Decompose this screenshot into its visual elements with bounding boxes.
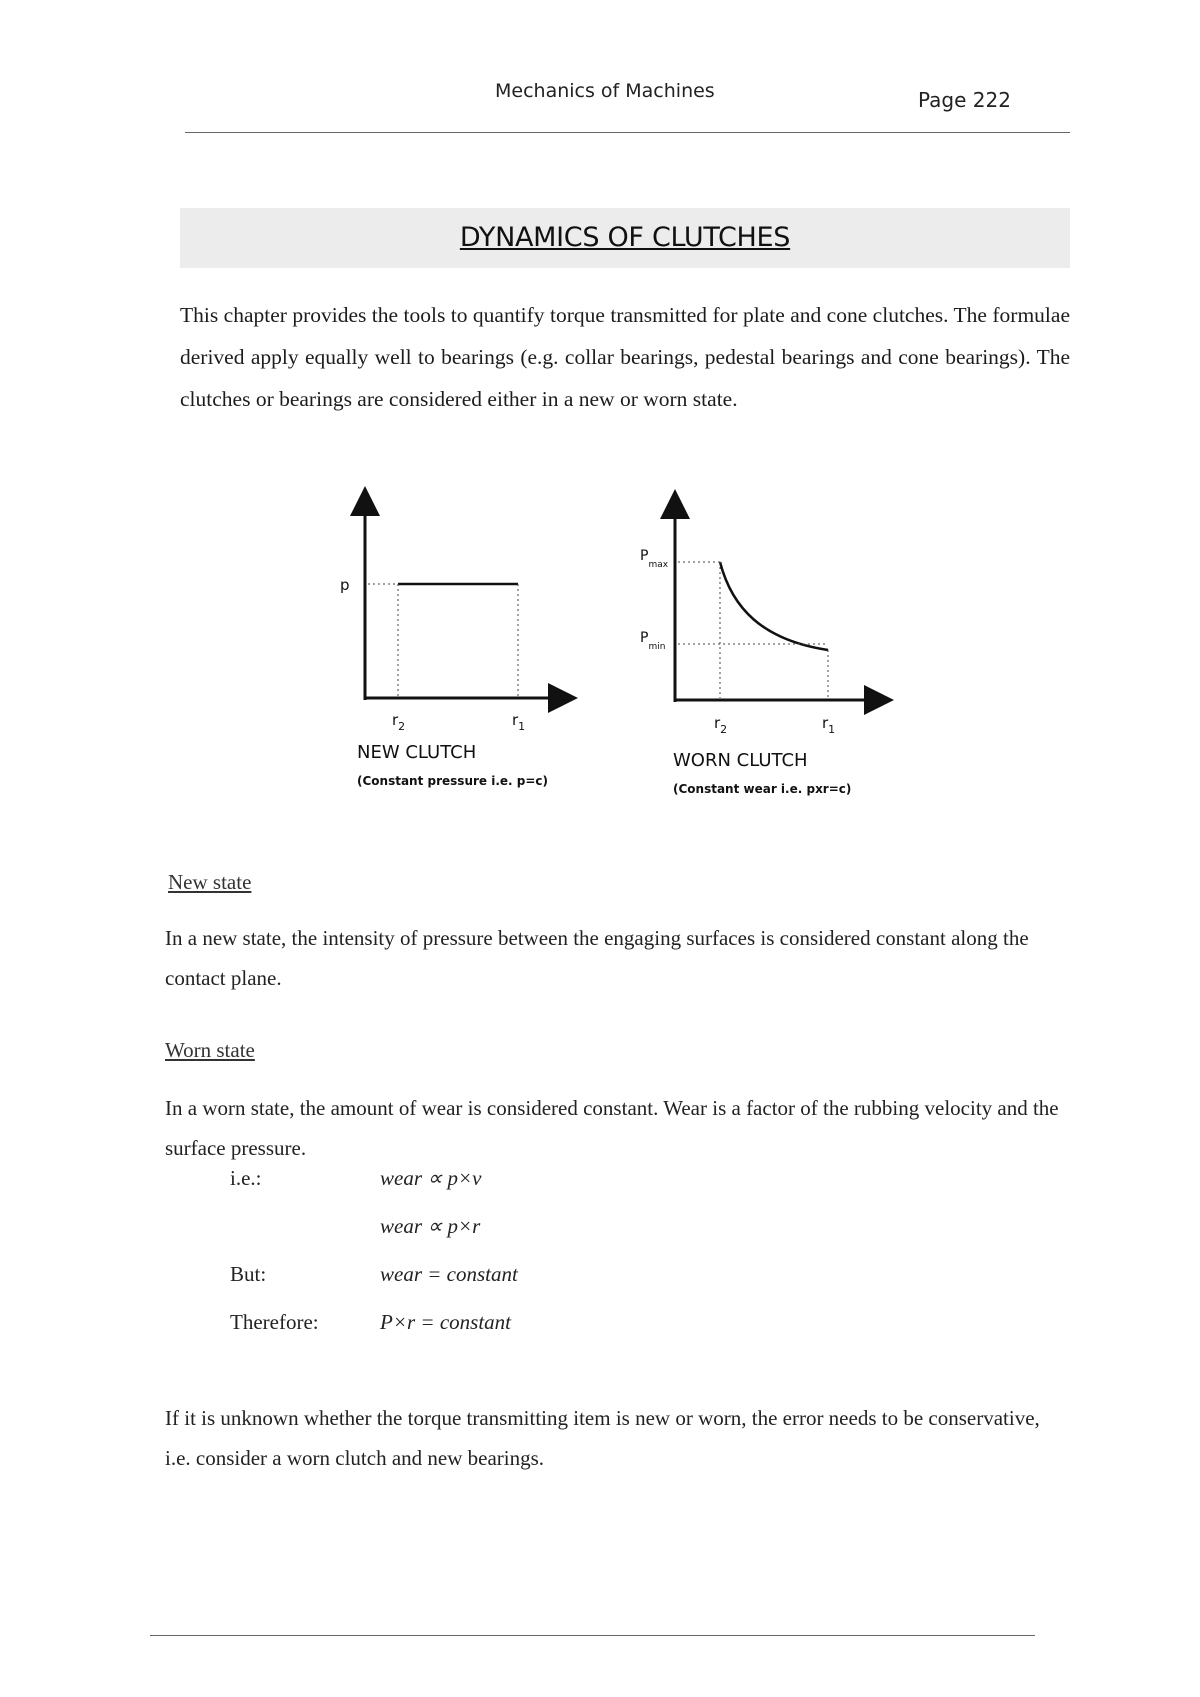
pmax-label: $P_{max}$ xyxy=(640,548,669,570)
new-state-heading: New state xyxy=(168,870,252,894)
book-title: Mechanics of Machines xyxy=(495,80,715,102)
worn-clutch-subcaption: (Constant wear i.e. pxr=c) xyxy=(673,782,852,796)
new-state-text: In a new state, the intensity of pressure between the engaging surfaces is considered constant along the contact plane. xyxy=(165,926,1029,990)
worn-clutch-figure xyxy=(640,480,900,796)
new-clutch-caption: NEW CLUTCH xyxy=(357,742,477,763)
page-number: Page 222 xyxy=(918,88,1011,112)
worn-state-heading: Worn state xyxy=(165,1038,255,1062)
r2-label: $r_2$ xyxy=(392,711,406,733)
worn-state-text: In a worn state, the amount of wear is considered constant. Wear is a factor of the rubbing velocity and the surface pressure. xyxy=(165,1096,1059,1160)
equation-label: i.e.: xyxy=(230,1166,262,1190)
r2-label: $r_2$ xyxy=(714,714,728,736)
worn-clutch-caption: WORN CLUTCH xyxy=(673,750,808,771)
r1-label: $r_1$ xyxy=(512,711,526,733)
new-clutch-graph xyxy=(330,480,590,740)
equation-label: Therefore: xyxy=(230,1310,319,1334)
new-clutch-figure xyxy=(330,480,590,788)
equation-expr: wear ∝ p×v xyxy=(380,1166,482,1190)
equation-expr: P×r = constant xyxy=(380,1310,512,1334)
worn-clutch-graph xyxy=(640,480,900,740)
equation-expr: wear = constant xyxy=(380,1262,518,1286)
pmin-label: $P_{min}$ xyxy=(640,630,666,652)
new-clutch-subcaption: (Constant pressure i.e. p=c) xyxy=(357,774,549,788)
intro-paragraph: This chapter provides the tools to quantify torque transmitted for plate and cone clutches. The formulae derived apply equally well to bearings (e.g. collar bearings, pedestal bearings and cone bearings). The clutches or bearings are considered either in a new or worn state. xyxy=(180,303,1070,411)
footer-rule xyxy=(150,1635,1035,1636)
chapter-title: DYNAMICS OF CLUTCHES xyxy=(459,222,791,253)
header-rule xyxy=(185,132,1070,133)
equation-expr: wear ∝ p×r xyxy=(380,1214,481,1238)
r1-label: $r_1$ xyxy=(822,714,836,736)
conclusion-paragraph: If it is unknown whether the torque transmitting item is new or worn, the error needs to be conservative, i.e. consider a worn clutch and new bearings. xyxy=(165,1406,1040,1470)
p-label: p xyxy=(340,576,350,594)
equation-label: But: xyxy=(230,1262,267,1286)
pressure-curve xyxy=(720,562,828,650)
